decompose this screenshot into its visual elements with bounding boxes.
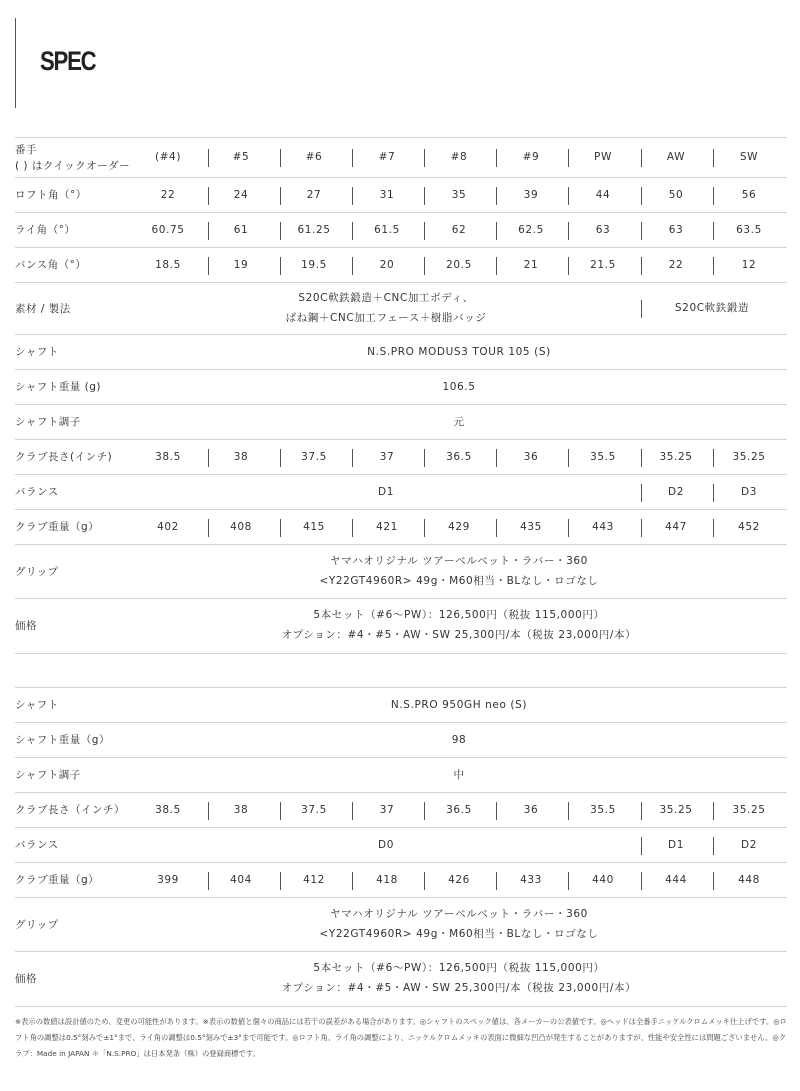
spec-value: 20.5 xyxy=(446,258,472,271)
spec-value: 22 xyxy=(160,188,176,201)
column-separator xyxy=(352,519,353,537)
spec-value: 中 xyxy=(453,768,465,781)
column-separator xyxy=(641,187,642,205)
row-label: シャフト xyxy=(15,346,59,359)
column-separator xyxy=(352,149,353,167)
spec-value: 35.5 xyxy=(590,450,616,463)
spec-value: 38 xyxy=(233,803,249,816)
spec-value: 39 xyxy=(523,188,539,201)
spec-value: 5本セット（#6〜PW）：126,500円（税抜 115,000円） オプション：#4・#5・AW・SW 25,300円/本（税抜 23,000円/本） xyxy=(281,609,637,641)
spec-value: 44 xyxy=(595,188,611,201)
spec-value: 408 xyxy=(230,520,252,533)
spec-value: (#4) xyxy=(154,151,182,164)
spec-value: 35.25 xyxy=(732,450,766,463)
spec-row xyxy=(15,544,787,599)
spec-value: 31 xyxy=(379,188,395,201)
column-separator xyxy=(713,187,714,205)
row-label: シャフト xyxy=(15,699,59,712)
column-separator xyxy=(352,872,353,890)
column-separator xyxy=(641,802,642,820)
column-separator xyxy=(280,149,281,167)
column-separator xyxy=(713,149,714,167)
spec-value: 36 xyxy=(523,450,539,463)
row-label: グリップ xyxy=(15,918,59,931)
column-separator xyxy=(568,519,569,537)
spec-value: 19 xyxy=(233,258,249,271)
page-title: SPEC xyxy=(40,46,96,76)
column-separator xyxy=(641,449,642,467)
spec-row xyxy=(15,369,787,405)
column-separator xyxy=(208,519,209,537)
column-separator xyxy=(568,187,569,205)
spec-value: 448 xyxy=(738,873,760,886)
spec-value: 36.5 xyxy=(446,803,472,816)
spec-value: D3 xyxy=(741,485,757,498)
row-label: シャフト重量（g） xyxy=(15,734,110,747)
spec-value: 37.5 xyxy=(301,450,327,463)
column-separator xyxy=(713,519,714,537)
spec-value: 63.5 xyxy=(736,223,762,236)
column-separator xyxy=(208,257,209,275)
spec-value: SW xyxy=(739,151,759,164)
spec-value: 443 xyxy=(592,520,614,533)
column-separator xyxy=(641,222,642,240)
spec-value: #5 xyxy=(232,151,250,164)
spec-value: 35.25 xyxy=(659,803,693,816)
spec-row xyxy=(15,722,787,758)
spec-row xyxy=(15,827,787,863)
spec-row xyxy=(15,212,787,248)
spec-value: 5本セット（#6〜PW）：126,500円（税抜 115,000円） オプション：#4・#5・AW・SW 25,300円/本（税抜 23,000円/本） xyxy=(281,962,637,994)
spec-value: ヤマハオリジナル ツアーベルベット・ラバー・360 <Y22GT4960R> 49g・M60相当・BLなし・ロゴなし xyxy=(319,908,599,940)
column-separator xyxy=(208,149,209,167)
spec-value: 50 xyxy=(668,188,684,201)
column-separator xyxy=(713,802,714,820)
row-label: クラブ長さ（インチ） xyxy=(15,804,125,817)
spec-value: 35.25 xyxy=(732,803,766,816)
column-separator xyxy=(280,187,281,205)
column-separator xyxy=(424,802,425,820)
spec-value: 37.5 xyxy=(301,803,327,816)
spec-value: 440 xyxy=(592,873,614,886)
column-separator xyxy=(208,802,209,820)
row-label: バンス角（°） xyxy=(15,259,87,272)
spec-row xyxy=(15,474,787,510)
spec-value: 20 xyxy=(379,258,395,271)
spec-value: D2 xyxy=(668,485,684,498)
spec-value: 61.5 xyxy=(374,223,400,236)
row-label: バランス xyxy=(15,486,59,499)
row-label: 素材 / 製法 xyxy=(15,302,71,315)
spec-value: #7 xyxy=(378,151,396,164)
spec-row xyxy=(15,951,787,1007)
row-label: クラブ重量（g） xyxy=(15,874,100,887)
column-separator xyxy=(352,449,353,467)
spec-value: 62.5 xyxy=(518,223,544,236)
spec-value: 412 xyxy=(303,873,325,886)
spec-value: 452 xyxy=(738,520,760,533)
spec-row xyxy=(15,598,787,654)
column-separator xyxy=(280,222,281,240)
spec-row xyxy=(15,334,787,370)
row-label: 価格 xyxy=(15,972,37,985)
spec-value: 106.5 xyxy=(442,380,476,393)
column-separator xyxy=(208,222,209,240)
spec-value: 429 xyxy=(448,520,470,533)
column-separator xyxy=(352,187,353,205)
spec-value: ヤマハオリジナル ツアーベルベット・ラバー・360 <Y22GT4960R> 49g・M60相当・BLなし・ロゴなし xyxy=(319,555,599,587)
column-separator xyxy=(424,187,425,205)
spec-value: 63 xyxy=(668,223,684,236)
row-label: シャフト重量 (g) xyxy=(15,381,101,394)
column-separator xyxy=(641,257,642,275)
spec-value: 37 xyxy=(379,803,395,816)
spec-value: 36.5 xyxy=(446,450,472,463)
column-separator xyxy=(496,872,497,890)
spec-value: 61 xyxy=(233,223,249,236)
spec-value: AW xyxy=(666,151,686,164)
row-label: 価格 xyxy=(15,619,37,632)
spec-row xyxy=(15,862,787,898)
spec-value: 404 xyxy=(230,873,252,886)
spec-value: 399 xyxy=(157,873,179,886)
column-separator xyxy=(208,872,209,890)
spec-value: N.S.PRO MODUS3 TOUR 105 (S) xyxy=(367,345,551,358)
spec-value: 37 xyxy=(379,450,395,463)
spec-row xyxy=(15,757,787,793)
column-separator xyxy=(424,149,425,167)
spec-value: #6 xyxy=(305,151,323,164)
spec-row xyxy=(15,177,787,213)
spec-row xyxy=(15,404,787,440)
spec-value: D1 xyxy=(378,485,394,498)
spec-value: 38 xyxy=(233,450,249,463)
column-separator xyxy=(641,519,642,537)
spec-row xyxy=(15,509,787,545)
spec-value: 35.5 xyxy=(590,803,616,816)
column-separator xyxy=(713,222,714,240)
spec-row xyxy=(15,897,787,952)
spec-value: 98 xyxy=(451,733,467,746)
spec-value: D2 xyxy=(741,838,757,851)
spec-value: 447 xyxy=(665,520,687,533)
column-separator xyxy=(496,149,497,167)
column-separator xyxy=(424,257,425,275)
column-separator xyxy=(280,802,281,820)
spec-value: 35 xyxy=(451,188,467,201)
row-label: 番手 ( ) はクイックオーダー xyxy=(15,143,131,172)
spec-value: 35.25 xyxy=(659,450,693,463)
spec-value: D0 xyxy=(378,838,394,851)
column-separator xyxy=(496,519,497,537)
spec-value: 元 xyxy=(453,415,465,428)
column-separator xyxy=(424,519,425,537)
spec-row xyxy=(15,137,787,178)
column-separator xyxy=(568,872,569,890)
column-separator xyxy=(352,222,353,240)
row-label: ロフト角（°） xyxy=(15,189,87,202)
spec-value: 36 xyxy=(523,803,539,816)
row-label: クラブ長さ(インチ) xyxy=(15,451,113,464)
spec-value: #9 xyxy=(522,151,540,164)
spec-value: S20C軟鉄鍛造 xyxy=(674,302,750,315)
spec-value: 60.75 xyxy=(151,223,185,236)
spec-value: 38.5 xyxy=(155,450,181,463)
row-label: グリップ xyxy=(15,565,59,578)
row-label: シャフト調子 xyxy=(15,416,81,429)
spec-value: 444 xyxy=(665,873,687,886)
heading-accent-bar xyxy=(15,18,16,108)
spec-value: 56 xyxy=(741,188,757,201)
column-separator xyxy=(568,149,569,167)
column-separator xyxy=(641,149,642,167)
column-separator xyxy=(280,872,281,890)
spec-row xyxy=(15,282,787,335)
row-label: バランス xyxy=(15,839,59,852)
spec-value: 63 xyxy=(595,223,611,236)
spec-value: 19.5 xyxy=(301,258,327,271)
column-separator xyxy=(496,449,497,467)
column-separator xyxy=(352,257,353,275)
spec-value: S20C軟鉄鍛造＋CNC加工ボディ、 ばね鋼＋CNC加工フェース＋樹脂バッジ xyxy=(285,292,487,324)
spec-value: #8 xyxy=(450,151,468,164)
column-separator xyxy=(352,802,353,820)
column-separator xyxy=(496,802,497,820)
column-separator xyxy=(280,257,281,275)
spec-value: 38.5 xyxy=(155,803,181,816)
spec-value: 21.5 xyxy=(590,258,616,271)
spec-value: 62 xyxy=(451,223,467,236)
row-label: シャフト調子 xyxy=(15,769,81,782)
spec-value: N.S.PRO 950GH neo (S) xyxy=(390,698,528,711)
spec-value: 402 xyxy=(157,520,179,533)
spec-value: 433 xyxy=(520,873,542,886)
spec-value: 12 xyxy=(741,258,757,271)
column-separator xyxy=(496,187,497,205)
spec-row xyxy=(15,792,787,828)
spec-value: 415 xyxy=(303,520,325,533)
column-separator xyxy=(424,872,425,890)
column-separator xyxy=(208,449,209,467)
column-separator xyxy=(496,222,497,240)
column-separator xyxy=(496,257,497,275)
spec-value: D1 xyxy=(668,838,684,851)
column-separator xyxy=(568,802,569,820)
column-separator xyxy=(713,257,714,275)
column-separator xyxy=(568,257,569,275)
spec-value: 435 xyxy=(520,520,542,533)
column-separator xyxy=(280,449,281,467)
row-label: ライ角（°） xyxy=(15,224,76,237)
column-separator xyxy=(568,222,569,240)
spec-value: 421 xyxy=(376,520,398,533)
column-separator xyxy=(713,872,714,890)
spec-value: 21 xyxy=(523,258,539,271)
column-separator xyxy=(280,519,281,537)
footnote: ※表示の数値は設計値のため、変更の可能性があります。※表示の数値と個々の商品には若干の誤差がある場合があります。◎シャフトのスペック値は、各メーカーの公表値です。◎ヘッドは全番手ニッケルクロムメッキ仕上げです。◎ロフト角の調整は0.5°刻みで±1°まで、ライ角の調整は0.5°刻みで±3°まで可能です。◎ロフト角、ライ角の調整により、ニッケルクロムメッキの表面に微細な凹凸が発生することがありますが、性能や安全性には問題ございません。◎クラブ：Made in JAPAN ＊「N.S.PRO」は日本発条（株）の登録商標です。 xyxy=(15,1017,787,1059)
row-label: クラブ重量（g） xyxy=(15,521,100,534)
spec-row xyxy=(15,439,787,475)
spec-value: 61.25 xyxy=(297,223,331,236)
spec-value: 18.5 xyxy=(155,258,181,271)
column-separator xyxy=(568,449,569,467)
column-separator xyxy=(424,449,425,467)
spec-row xyxy=(15,247,787,283)
spec-row xyxy=(15,687,787,723)
spec-value: 426 xyxy=(448,873,470,886)
spec-value: 418 xyxy=(376,873,398,886)
spec-value: PW xyxy=(594,151,612,164)
column-separator xyxy=(424,222,425,240)
column-separator xyxy=(713,449,714,467)
spec-value: 24 xyxy=(233,188,249,201)
spec-value: 27 xyxy=(306,188,322,201)
spec-value: 22 xyxy=(668,258,684,271)
column-separator xyxy=(208,187,209,205)
column-separator xyxy=(641,872,642,890)
